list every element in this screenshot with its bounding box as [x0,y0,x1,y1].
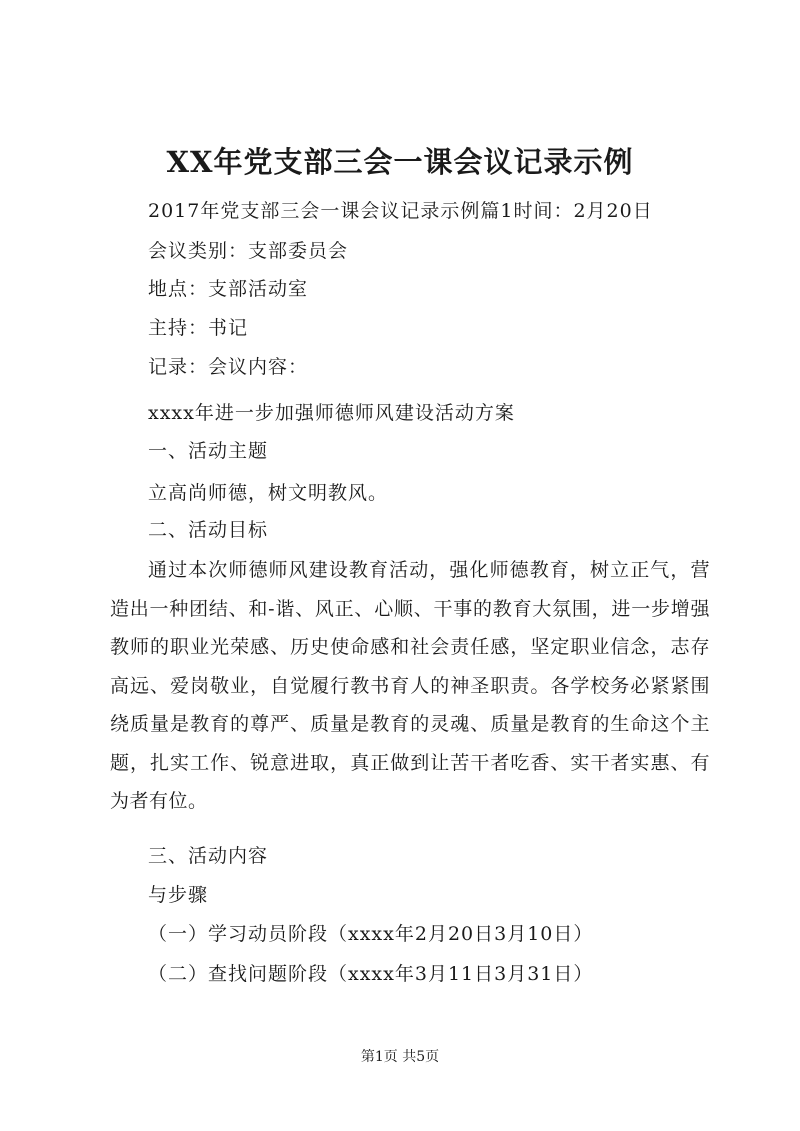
plan-title-line: xxxx年进一步加强师德师风建设活动方案 [148,402,515,424]
section-heading-theme: 一、活动主题 [148,440,269,462]
phase-two-line: （二）查找问题阶段（xxxx年3月11日3月31日） [148,963,594,985]
record-line: 记录：会议内容： [148,356,309,378]
phase-one-line: （一）学习动员阶段（xxxx年2月20日3月10日） [148,923,594,945]
section-heading-content: 三、活动内容 [148,845,269,867]
steps-line: 与步骤 [148,884,209,906]
meeting-header-line: 2017年党支部三会一课会议记录示例篇1时间：2月20日 [148,200,653,222]
goal-paragraph: 通过本次师德师风建设教育活动，强化师德教育，树立正气，营造出一种团结、和-谐、风正、心顺、干事的教育大氛围，进一步增强教师的职业光荣感、历史使命感和社会责任感，坚定职业信念，志存高远、爱岗敬业，自觉履行教书育人的神圣职责。各学校务必紧紧围绕质量是教育的尊严、质量是教育的灵魂、质量是教育的生命这个主题，扎实工作、锐意进取，真正做到让苦干者吃香、实干者实惠、有为者有位。 [110,559,710,812]
meeting-type-line: 会议类别：支部委员会 [148,240,349,262]
theme-text-line: 立高尚师德，树文明教风。 [148,482,389,504]
host-line: 主持：书记 [148,317,249,339]
page-number-footer: 第1页 共5页 [360,1049,440,1065]
location-line: 地点：支部活动室 [148,278,309,300]
document-title: XX年党支部三会一课会议记录示例 [166,145,634,179]
section-heading-goal: 二、活动目标 [148,519,269,541]
